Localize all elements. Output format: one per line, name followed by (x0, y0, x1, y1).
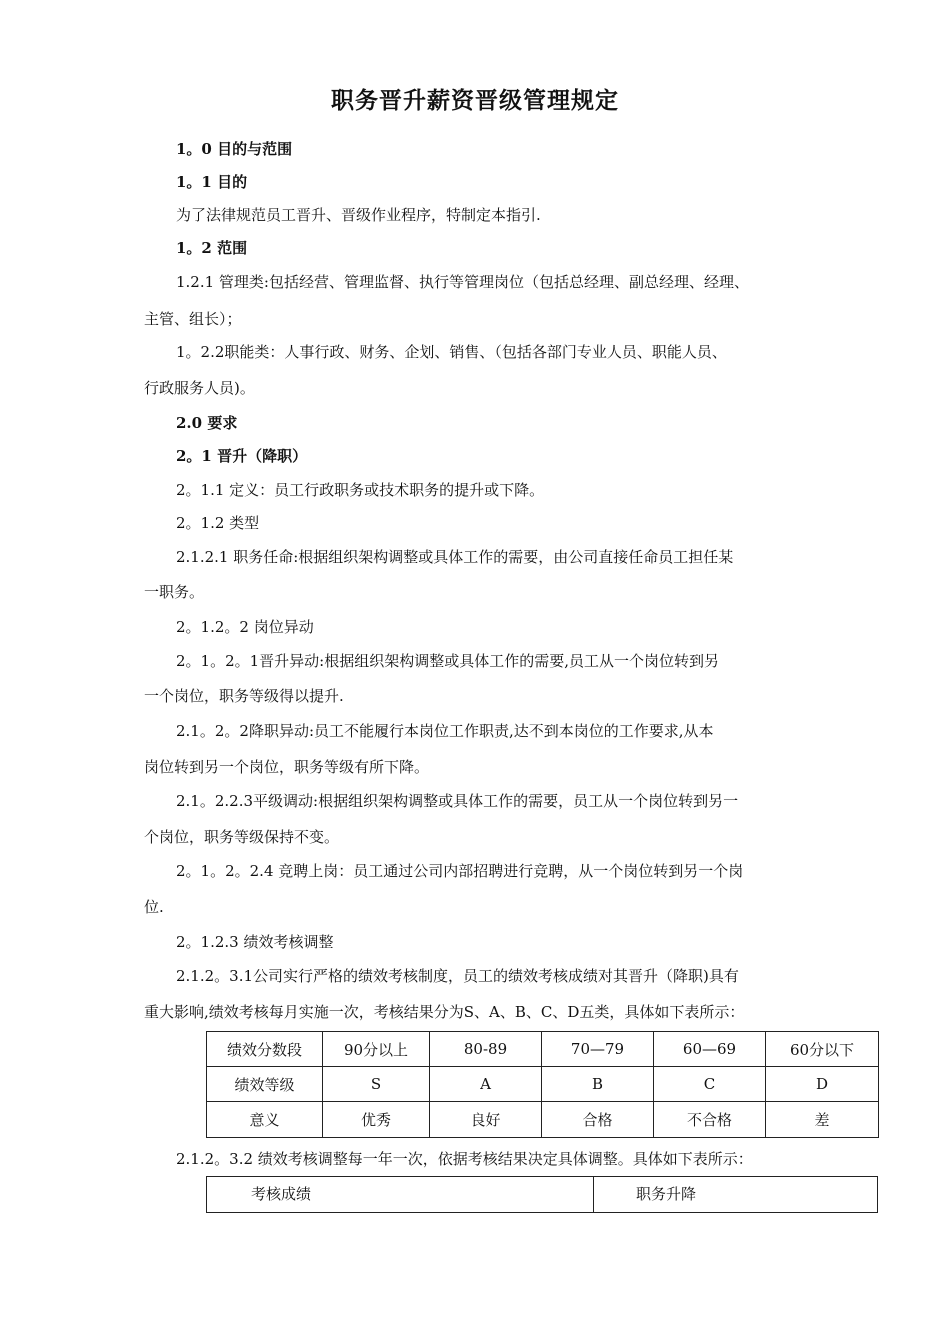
paragraph-line: 2.1。2。2降职异动:员工不能履行本岗位工作职责,达不到本岗位的工作要求,从本 (176, 722, 714, 740)
section-heading: 1。2 范围 (176, 239, 248, 257)
paragraph-line: 为了法律规范员工晋升、晋级作业程序，特制定本指引. (176, 206, 541, 224)
paragraph-line: 2。1。2。2.4 竞聘上岗：员工通过公司内部招聘进行竞聘，从一个岗位转到另一个岗 (176, 862, 744, 880)
table-cell: 70—79 (542, 1032, 654, 1067)
table-cell: 优秀 (323, 1102, 430, 1138)
paragraph-line: 2。1.2.3 绩效考核调整 (176, 933, 334, 951)
grade-table (206, 1031, 879, 1138)
paragraph-line: 个岗位，职务等级保持不变。 (144, 828, 340, 846)
adjustment-table (206, 1176, 878, 1213)
document-title: 职务晋升薪资晋级管理规定 (331, 87, 619, 114)
table-header-cell: 职务升降 (594, 1177, 878, 1213)
table-cell: A (430, 1067, 542, 1102)
table-cell: 60—69 (654, 1032, 766, 1067)
paragraph-line: 1.2.1 管理类:包括经营、管理监督、执行等管理岗位（包括总经理、副总经理、经理、 (176, 273, 749, 291)
paragraph-line: 1。2.2职能类：人事行政、财务、企划、销售、（包括各部门专业人员、职能人员、 (176, 343, 727, 361)
paragraph-line: 一个岗位，职务等级得以提升. (144, 687, 344, 705)
paragraph-line: 2。1。2。1晋升异动:根据组织架构调整或具体工作的需要,员工从一个岗位转到另 (176, 652, 719, 670)
table-row (207, 1102, 879, 1138)
table-cell: 意义 (207, 1102, 323, 1138)
paragraph-line: 2。1.1 定义：员工行政职务或技术职务的提升或下降。 (176, 481, 545, 499)
table-cell: 差 (766, 1102, 879, 1138)
table-cell: 不合格 (654, 1102, 766, 1138)
paragraph-line: 一职务。 (144, 583, 205, 601)
paragraph-line: 重大影响,绩效考核每月实施一次，考核结果分为S、A、B、C、D五类，具体如下表所示： (144, 1003, 745, 1021)
table-cell: C (654, 1067, 766, 1102)
paragraph-line: 2。1.2 类型 (176, 514, 260, 532)
paragraph-line: 2.1.2。3.1公司实行严格的绩效考核制度，员工的绩效考核成绩对其晋升（降职)具有 (176, 967, 739, 985)
table-cell: 90分以上 (323, 1032, 430, 1067)
table-cell: 60分以下 (766, 1032, 879, 1067)
table-cell: 绩效分数段 (207, 1032, 323, 1067)
table-row (207, 1032, 879, 1067)
table-row (207, 1177, 878, 1213)
paragraph-line: 2。1.2。2 岗位异动 (176, 618, 314, 636)
table-row (207, 1067, 879, 1102)
paragraph-line: 位. (144, 898, 164, 916)
table-cell: 合格 (542, 1102, 654, 1138)
section-heading: 1。1 目的 (176, 173, 248, 191)
table-header-cell: 考核成绩 (207, 1177, 594, 1213)
table-cell: B (542, 1067, 654, 1102)
table-cell: D (766, 1067, 879, 1102)
paragraph-line: 主管、组长）； (144, 310, 242, 328)
section-heading: 2.0 要求 (176, 414, 238, 432)
paragraph-line: 2.1.2.1 职务任命:根据组织架构调整或具体工作的需要，由公司直接任命员工担任某 (176, 548, 734, 566)
table-cell: 80-89 (430, 1032, 542, 1067)
paragraph-line: 行政服务人员)。 (144, 379, 255, 397)
paragraph-line: 岗位转到另一个岗位，职务等级有所下降。 (144, 758, 430, 776)
section-heading: 2。1 晋升（降职） (176, 447, 308, 465)
paragraph-line: 2.1.2。3.2 绩效考核调整每一年一次，依据考核结果决定具体调整。具体如下表所示： (176, 1150, 753, 1168)
table-cell: 良好 (430, 1102, 542, 1138)
table-cell: S (323, 1067, 430, 1102)
paragraph-line: 2.1。2.2.3平级调动:根据组织架构调整或具体工作的需要，员工从一个岗位转到另一 (176, 792, 739, 810)
table-cell: 绩效等级 (207, 1067, 323, 1102)
section-heading: 1。0 目的与范围 (176, 140, 293, 158)
